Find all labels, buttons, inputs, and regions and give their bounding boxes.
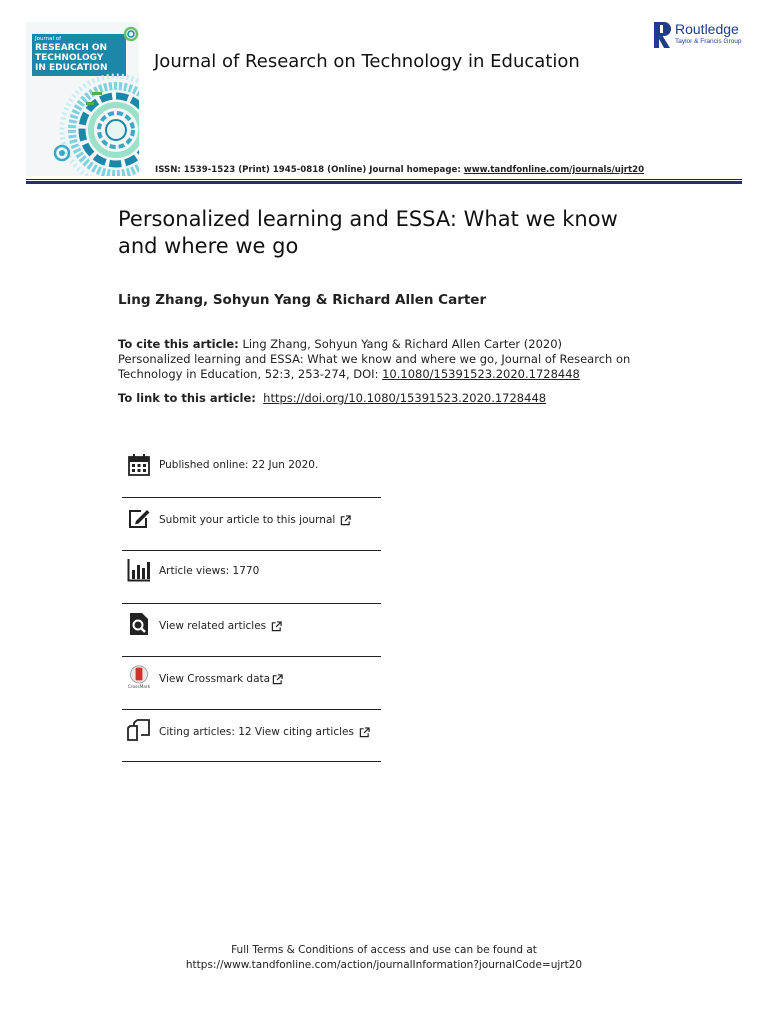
search-document-icon: [127, 612, 151, 636]
cover-title-line-2: TECHNOLOGY: [35, 53, 104, 63]
journal-cover-image: [26, 22, 139, 176]
link-label: To link to this article:: [118, 391, 256, 405]
submit-article-label: Submit your article to this journal: [159, 514, 336, 526]
submit-article-row[interactable]: [122, 507, 381, 535]
submit-article-link[interactable]: [159, 514, 351, 526]
external-link-icon: [359, 727, 370, 738]
edit-icon: [127, 507, 151, 531]
related-articles-row[interactable]: [122, 612, 381, 640]
publisher-name: Routledge: [675, 21, 739, 37]
cite-text: Ling Zhang, Sohyun Yang & Richard Allen Carter (2020) Personalized learning and ESSA: What we know and where we go, Journal of Research on Technology in Education, 52:3, 253-274, DOI:: [118, 337, 631, 381]
header-divider-thick: [26, 181, 742, 184]
footer-terms-url[interactable]: https://www.tandfonline.com/action/journalInformation?journalCode=ujrt20: [185, 959, 583, 971]
row-divider: [122, 709, 381, 710]
crossmark-icon: [127, 665, 151, 689]
row-divider: [122, 656, 381, 657]
published-online-row: [122, 453, 381, 481]
row-divider: [122, 550, 381, 551]
cite-label: To cite this article:: [118, 337, 239, 351]
related-articles-label: View related articles: [159, 620, 267, 632]
article-title: Personalized learning and ESSA: What we know and where we go: [118, 207, 618, 258]
crossmark-label: View Crossmark data: [159, 673, 271, 685]
citing-articles-label: Citing articles: 12 View citing articles: [159, 726, 354, 738]
external-link-icon: [271, 621, 282, 632]
citing-articles-row[interactable]: [122, 718, 381, 746]
header-divider-thin: [26, 179, 742, 180]
svg-text:CrossMark: CrossMark: [127, 685, 151, 689]
citation-block: [118, 337, 638, 382]
publisher-subtitle: Taylor & Francis Group: [675, 38, 742, 45]
bar-chart-icon: [127, 558, 151, 582]
doi-link[interactable]: 10.1080/15391523.2020.1728448: [382, 367, 580, 381]
footer-terms-line: Full Terms & Conditions of access and use can be found at: [231, 944, 537, 956]
cover-artwork: [26, 22, 139, 176]
external-link-icon: [272, 674, 283, 685]
article-link-line: [118, 391, 638, 406]
routledge-logo-icon: [653, 20, 673, 50]
cover-title-line-1: RESEARCH ON: [35, 43, 108, 53]
row-divider: [122, 603, 381, 604]
issn-text: ISSN: 1539-1523 (Print) 1945-0818 (Online) Journal homepage:: [155, 165, 464, 175]
published-online-label: Published online: 22 Jun 2020.: [159, 459, 319, 471]
calendar-icon: [127, 453, 151, 477]
publisher-logo[interactable]: [653, 20, 748, 50]
journal-homepage-link[interactable]: www.tandfonline.com/journals/ujrt20: [463, 165, 645, 175]
issn-line: [155, 165, 644, 175]
related-articles-link[interactable]: [159, 620, 282, 632]
crossmark-link[interactable]: [159, 673, 283, 685]
citing-articles-link[interactable]: [159, 726, 370, 738]
article-views-row: [122, 558, 381, 586]
external-link-icon: [340, 515, 351, 526]
row-divider: [122, 497, 381, 498]
article-views-label: Article views: 1770: [159, 565, 260, 577]
citing-articles-icon: [127, 718, 151, 742]
cover-title-line-3: IN EDUCATION: [35, 63, 108, 73]
crossmark-row[interactable]: [122, 665, 381, 693]
footer-terms: [0, 943, 768, 973]
article-authors: Ling Zhang, Sohyun Yang & Richard Allen Carter: [118, 292, 487, 308]
row-divider: [122, 761, 381, 762]
journal-name[interactable]: Journal of Research on Technology in Education: [154, 51, 580, 72]
cover-title-small: Journal of: [35, 36, 62, 42]
article-url-link[interactable]: https://doi.org/10.1080/15391523.2020.1728448: [263, 391, 547, 405]
